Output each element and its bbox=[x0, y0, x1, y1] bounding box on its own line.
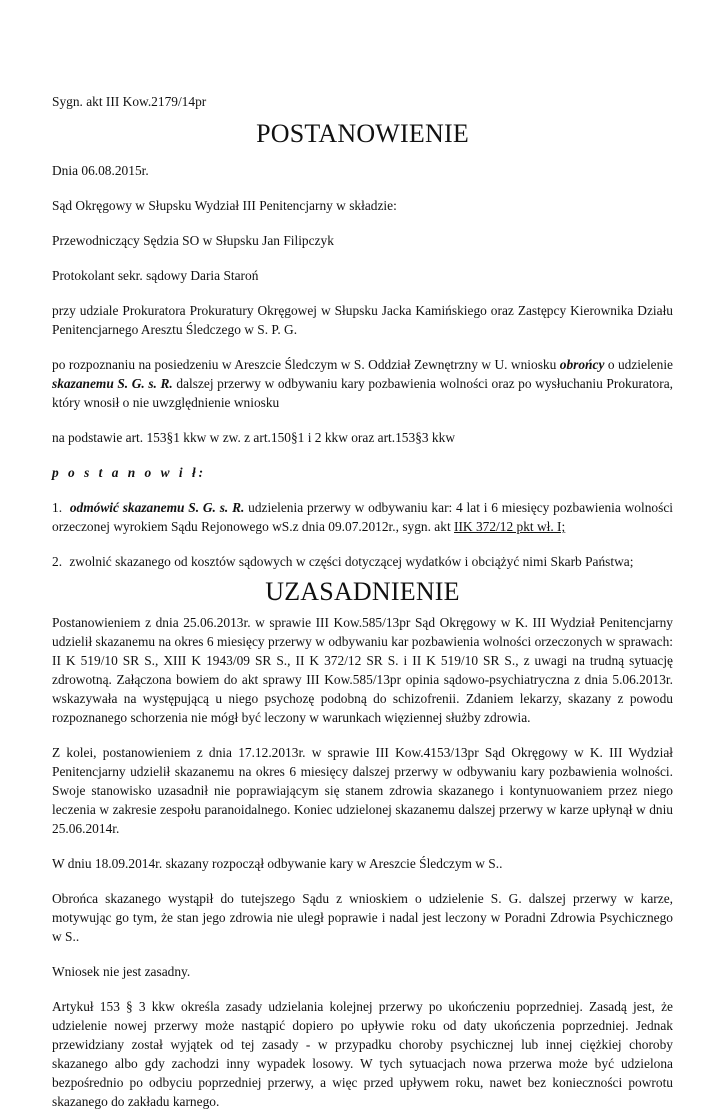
ruling-item-1-text: udzielenia przerwy w odbywaniu kar: 4 lat i 6 miesięcy pozbawienia wolności orzeczonej wyrokiem Sądu Rejonowego wS.z dnia 09.07.2012r., sygn. akt bbox=[52, 500, 673, 534]
defender-emphasis: obrońcy bbox=[559, 357, 605, 372]
justification-paragraph-5: Wniosek nie jest zasadny. bbox=[52, 964, 191, 979]
ruling-item-1 bbox=[52, 498, 673, 536]
legal-basis-line: na podstawie art. 153§1 kkw w zw. z art.150§1 i 2 kkw oraz art.153§3 kkw bbox=[52, 430, 455, 445]
ruling-item-2-text: zwolnić skazanego od kosztów sądowych w części dotyczącej wydatków i obciążyć nimi Skarb Państwa; bbox=[69, 554, 634, 569]
ruling-item-1-emphasis: odmówić skazanemu S. G. s. R. bbox=[69, 500, 245, 515]
justification-paragraph-3: W dniu 18.09.2014r. skazany rozpoczął odbywanie kary w Areszcie Śledczym w S.. bbox=[52, 856, 503, 871]
document-title: POSTANOWIENIE bbox=[256, 119, 469, 148]
case-number-underlined: IIK 372/12 pkt wł. I; bbox=[454, 519, 566, 534]
ruling-item-1-number: 1. bbox=[52, 500, 63, 515]
justification-paragraph-4: Obrońca skazanego wystąpił do tutejszego Sądu z wnioskiem o udzielenie S. G. dalszej przerwy w karze, motywując go tym, że stan jego zdrowia nie uległ poprawie i nadal jest leczony w Poradni Zdrowia Psychicznego w S.. bbox=[52, 891, 673, 944]
consideration-paragraph bbox=[52, 355, 673, 412]
participation-paragraph: przy udziale Prokuratora Prokuratury Okręgowej w Słupsku Jacka Kamińskiego oraz Zastępcy Kierownika Działu Penitencjarnego Aresztu Śledczego w S. P. G. bbox=[52, 303, 673, 337]
decided-heading: p o s t a n o w i ł: bbox=[52, 465, 207, 480]
court-line: Sąd Okręgowy w Słupsku Wydział III Penitencjarny w składzie: bbox=[52, 198, 397, 213]
justification-paragraph-6: Artykuł 153 § 3 kkw określa zasady udzielania kolejnej przerwy po ukończeniu poprzedniej. Zasadą jest, że udzielenie nowej przerwy może nastąpić dopiero po upływie roku od daty ukończenia poprzedniej. Jednak przewidziany został wyjątek od tej zasady - w przypadku choroby psychicznej lub innej ciężkiej choroby skazanego albo gdy zachodzi inny wypadek losowy. W tych sytuacjach nowa przerwa może być udzielona bezpośrednio po odbyciu poprzedniej przerwy, a więc przed upływem roku, nawet bez konieczności powrotu skazanego do zakładu karnego. bbox=[52, 999, 673, 1109]
clerk-line: Protokolant sekr. sądowy Daria Staroń bbox=[52, 268, 259, 283]
ruling-item-2 bbox=[52, 552, 673, 571]
justification-title: UZASADNIENIE bbox=[265, 577, 460, 606]
justification-paragraph-2: Z kolei, postanowieniem z dnia 17.12.2013r. w sprawie III Kow.4153/13pr Sąd Okręgowy w K. III Wydział Penitencjarny udzielił skazanemu na okres 6 miesięcy dalszej przerwy w odbywaniu kary pozbawienia wolności. Swoje stanowisko uzasadnił nie poprawiającym się stanem zdrowia skazanego i kontynuowaniem przez niego leczenia w zakresie zespołu paranoidalnego. Koniec udzielonej skazanemu dalszej przerwy w karze upłynął w dniu 25.06.2014r. bbox=[52, 745, 673, 836]
ruling-item-2-number: 2. bbox=[52, 554, 63, 569]
consideration-text-e: dalszej przerwy w odbywaniu kary pozbawienia wolności oraz po wysłuchaniu Prokuratora, który wnosił o nie uwzględnienie wniosku bbox=[52, 376, 673, 410]
convict-emphasis: skazanemu S. G. s. R. bbox=[52, 376, 173, 391]
case-reference: Sygn. akt III Kow.2179/14pr bbox=[52, 94, 207, 109]
consideration-text-a: po rozpoznaniu na posiedzeniu w Areszcie Śledczym w S. Oddział Zewnętrzny w U. wniosku bbox=[52, 357, 560, 372]
consideration-text-c: o udzielenie bbox=[604, 357, 673, 372]
chair-line: Przewodniczący Sędzia SO w Słupsku Jan Filipczyk bbox=[52, 233, 334, 248]
date-line: Dnia 06.08.2015r. bbox=[52, 163, 149, 178]
justification-paragraph-1: Postanowieniem z dnia 25.06.2013r. w sprawie III Kow.585/13pr Sąd Okręgowy w K. III Wydział Penitencjarny udzielił skazanemu na okres 6 miesięcy przerwy w odbywaniu kar pozbawienia wolności orzeczonych w sprawach: II K 519/10 SR S., XIII K 1943/09 SR S., II K 372/12 SR S. i II K 519/10 SR S., z uwagi na trudną sytuację zdrowotną. Załączona bowiem do akt sprawy III Kow.585/13pr opinia sądowo-psychiatryczna z dnia 5.06.2013r. wskazywała na występującą u niego psychozę podobną do schizofrenii. Zdaniem lekarzy, skazany z powodu rozpoznanego schorzenia nie mógł być leczony w warunkach więziennej służby zdrowia. bbox=[52, 615, 673, 725]
